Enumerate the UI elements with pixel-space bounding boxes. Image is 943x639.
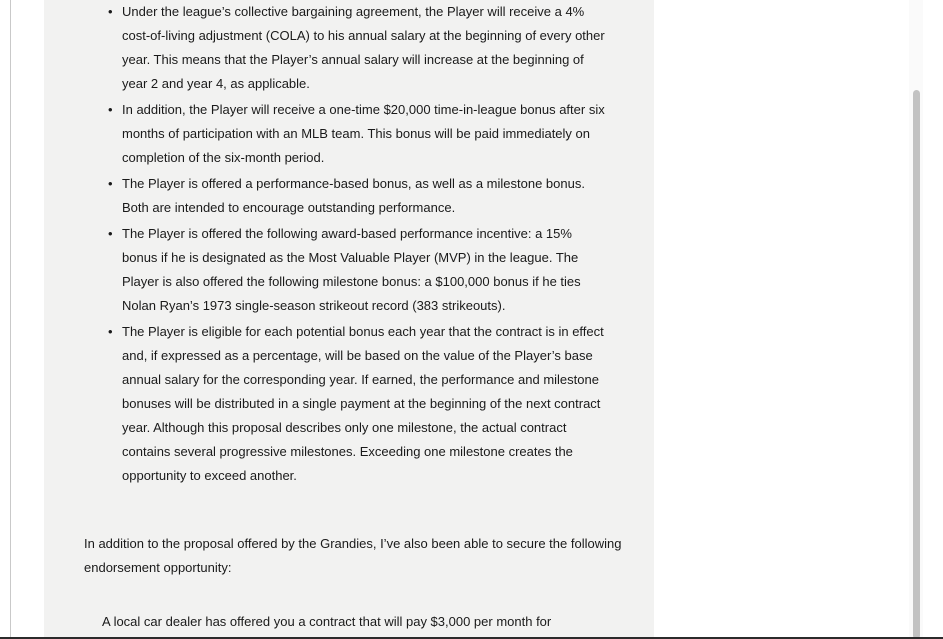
bullet-text: The Player is offered the following award-based performance incentive: a 15% bonus if he is designated as the Most Valuable Player (MVP) in the league. The Player is also offered the following milestone bonus: a $100,000 bonus if he ties Nolan Ryan’s 1973 single-season strikeout record (383 strikeouts).: [122, 226, 581, 313]
list-item: [108, 320, 608, 488]
left-border: [10, 0, 11, 639]
bullet-icon: •: [108, 4, 113, 19]
endorsement-offer-text: A local car dealer has offered you a contract that will pay $3,000 per month for: [102, 614, 552, 629]
list-item: [108, 172, 608, 220]
bullet-text: The Player is eligible for each potential bonus each year that the contract is in effect and, if expressed as a percentage, will be based on the value of the Player’s base annual salary for the corresponding year. If earned, the performance and milestone bonuses will be distributed in a single payment at the beginning of the next contract year. Although this proposal describes only one milestone, the actual contract contains several progressive milestones. Exceeding one milestone creates the opportunity to exceed another.: [122, 324, 604, 483]
scrollbar-thumb[interactable]: [913, 90, 920, 639]
list-item: [108, 98, 608, 170]
contract-terms-list: [108, 0, 608, 490]
bullet-text: The Player is offered a performance-based bonus, as well as a milestone bonus. Both are intended to encourage outstanding performance.: [122, 176, 585, 215]
bullet-icon: •: [108, 324, 113, 339]
list-item: [108, 222, 608, 318]
endorsement-intro-paragraph: In addition to the proposal offered by the Grandies, I’ve also been able to secure the following endorsement opportunity:: [84, 536, 622, 575]
bullet-icon: •: [108, 176, 113, 191]
bullet-text: Under the league’s collective bargaining agreement, the Player will receive a 4% cost-of-living adjustment (COLA) to his annual salary at the beginning of every other year. This means that the Player’s annual salary will increase at the beginning of year 2 and year 4, as applicable.: [122, 4, 605, 91]
list-item: [108, 0, 608, 96]
bullet-icon: •: [108, 226, 113, 241]
bullet-text: In addition, the Player will receive a one-time $20,000 time-in-league bonus after six months of participation with an MLB team. This bonus will be paid immediately on completion of the six-month period.: [122, 102, 605, 165]
bullet-icon: •: [108, 102, 113, 117]
